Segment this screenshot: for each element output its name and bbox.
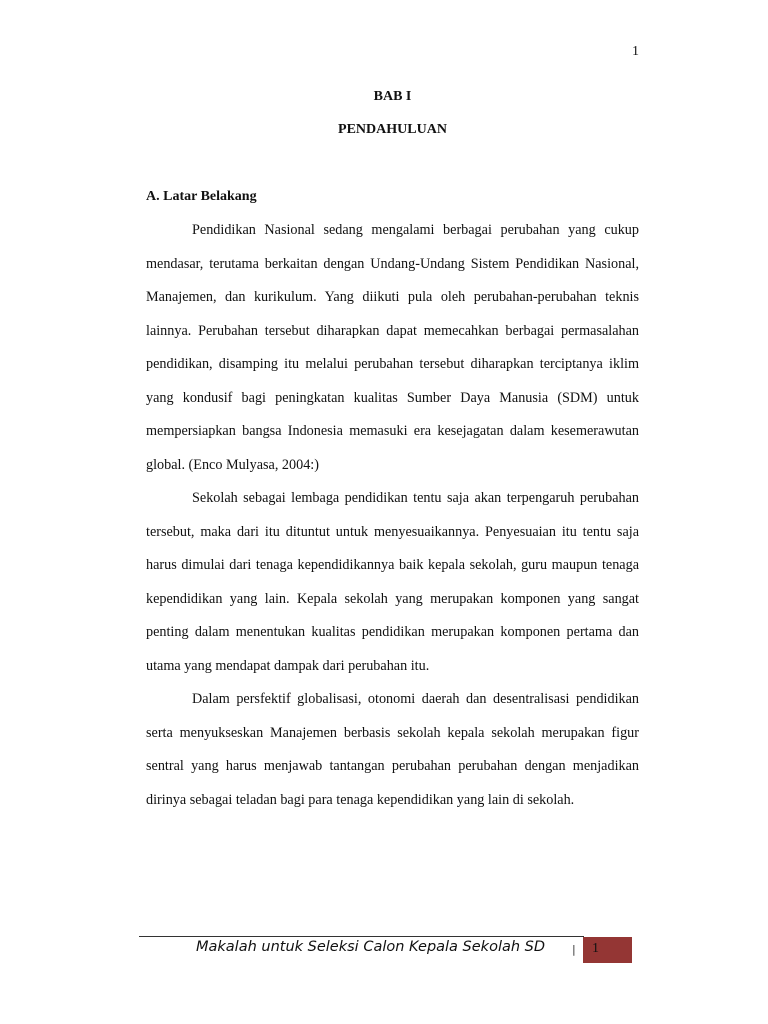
footer-page-number: 1 xyxy=(592,941,599,956)
paragraph: Pendidikan Nasional sedang mengalami berbagai perubahan yang cukup mendasar, terutama berkaitan dengan Undang-Undang Sistem Pendidikan Nasional, Manajemen, dan kurikulum. Yang diikuti pula oleh perubahan-perubahan teknis lainnya. Perubahan tersebut diharapkan dapat memecahkan berbagai permasalahan pendidikan, disamping itu melalui perubahan tersebut diharapkan terciptanya iklim yang kondusif bagi peningkatan kualitas Sumber Daya Manusia (SDM) untuk mempersiapkan bangsa Indonesia memasuki era kesejagatan dalam kesemerawutan global. (Enco Mulyasa, 2004:) xyxy=(146,222,639,473)
footer-title: Makalah untuk Seleksi Calon Kepala Sekolah SD xyxy=(196,939,546,955)
paragraph: Dalam persfektif globalisasi, otonomi daerah dan desentralisasi pendidikan serta menyukseskan Manajemen berbasis sekolah kepala sekolah merupakan figur sentral yang harus menjawab tantangan perubahan perubahan dengan menjadikan dirinya sebagai teladan bagi para tenaga kependidikan yang lain di sekolah. xyxy=(146,691,639,808)
footer-page-box xyxy=(583,937,632,963)
footer-rule xyxy=(139,936,584,937)
chapter-title: PENDAHULUAN xyxy=(338,122,447,137)
section-heading: A. Latar Belakang xyxy=(146,189,257,204)
chapter-label: BAB I xyxy=(373,89,412,104)
page-number-top: 1 xyxy=(632,44,639,59)
paragraph: Sekolah sebagai lembaga pendidikan tentu saja akan terpengaruh perubahan tersebut, maka dari itu dituntut untuk menyesuaikannya. Penyesuaian itu tentu saja harus dimulai dari tenaga kependidikannya baik kepala sekolah, guru maupun tenaga kependidikan yang lain. Kepala sekolah yang merupakan komponen yang sangat penting dalam menentukan kualitas pendidikan merupakan komponen pertama dan utama yang mendapat dampak dari perubahan itu. xyxy=(146,490,639,674)
body-text xyxy=(146,214,639,817)
footer-separator: | xyxy=(572,943,576,956)
